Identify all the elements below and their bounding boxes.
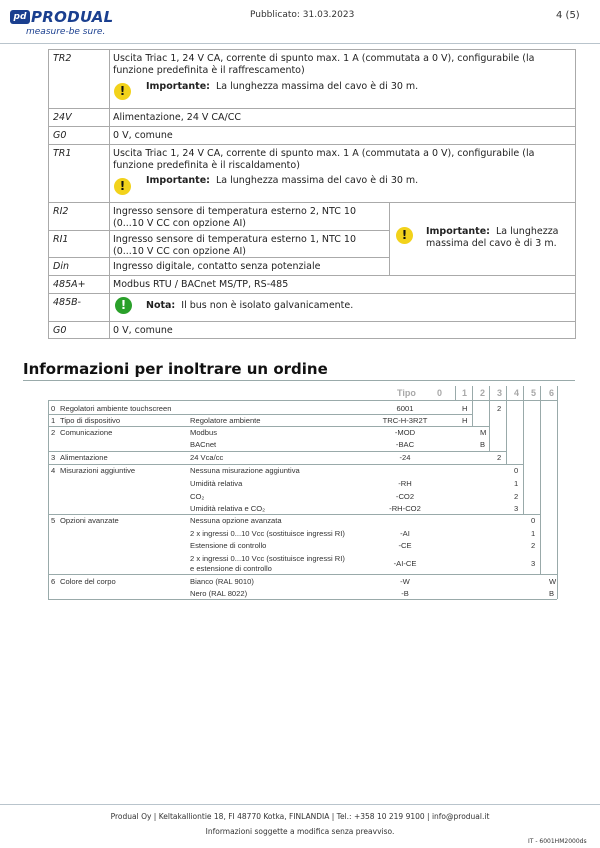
important-icon: ! bbox=[396, 227, 413, 244]
category-label: Opzioni avanzate bbox=[60, 516, 119, 525]
row-number: 5 bbox=[51, 516, 56, 525]
table-rule bbox=[48, 574, 557, 575]
table-rule bbox=[48, 451, 506, 452]
table-rule bbox=[48, 400, 49, 599]
category-label: Tipo di dispositivo bbox=[60, 416, 121, 425]
option-label: Regolatore ambiente bbox=[190, 416, 261, 425]
option-code: -RH bbox=[398, 479, 412, 488]
table-rule bbox=[506, 400, 507, 464]
code-value: M bbox=[480, 428, 487, 437]
row-number: 3 bbox=[51, 453, 56, 462]
column-header: 5 bbox=[531, 388, 537, 398]
option-code: -W bbox=[400, 577, 410, 586]
row-number: 6 bbox=[51, 577, 56, 586]
section-title: Informazioni per inoltrare un ordine bbox=[23, 360, 328, 378]
table-rule bbox=[540, 400, 541, 574]
tipo-header: Tipo bbox=[397, 388, 416, 398]
terminal-description: Modbus RTU / BACnet MS/TP, RS-485 bbox=[113, 279, 289, 290]
important-cell bbox=[389, 202, 575, 275]
terminal-code: G0 bbox=[53, 325, 67, 336]
option-label: CO₂ bbox=[190, 492, 205, 501]
code-value: 0 bbox=[514, 466, 519, 475]
column-header: 2 bbox=[480, 388, 486, 398]
important-text: La lunghezza massima del cavo è di 3 m. bbox=[426, 226, 559, 249]
option-label: 2 x ingressi 0...10 Vcc (sostituisce ingressi RI) bbox=[190, 529, 345, 538]
table-rule bbox=[48, 599, 557, 600]
important-text: La lunghezza massima del cavo è di 30 m. bbox=[216, 175, 419, 186]
note-icon: ! bbox=[115, 297, 132, 314]
slogan: measure-be sure. bbox=[26, 27, 106, 37]
table-rule bbox=[557, 400, 558, 599]
category-label: Comunicazione bbox=[60, 428, 113, 437]
table-row bbox=[49, 202, 389, 230]
table-rule bbox=[523, 400, 524, 514]
table-rule bbox=[455, 386, 456, 400]
table-row bbox=[49, 257, 389, 275]
code-value: B bbox=[549, 589, 555, 598]
terminal-description: 0 V, comune bbox=[113, 130, 173, 141]
table-row bbox=[49, 321, 575, 339]
code-value: 2 bbox=[497, 453, 502, 462]
code-value: 3 bbox=[531, 559, 536, 568]
table-rule bbox=[472, 386, 473, 400]
option-code: 6001 bbox=[396, 404, 414, 413]
option-code: -AI-CE bbox=[393, 559, 417, 568]
important-label: Importante: bbox=[146, 175, 210, 186]
important-label: Importante: bbox=[426, 226, 490, 237]
code-value: 3 bbox=[514, 504, 519, 513]
terminal-description: Uscita Triac 1, 24 V CA, corrente di spunto max. 1 A (commutata a 0 V), configurabile (la funzione predefinita è il raffrescamento) bbox=[113, 53, 535, 76]
code-value: H bbox=[462, 416, 468, 425]
code-value: W bbox=[549, 577, 557, 586]
important-icon: ! bbox=[114, 83, 131, 100]
terminal-code: G0 bbox=[53, 130, 67, 141]
table-rule bbox=[523, 386, 524, 400]
option-label: Nessuna opzione avanzata bbox=[190, 516, 282, 525]
column-header: 1 bbox=[462, 388, 468, 398]
footer-address: Produal Oy | Keltakalliontie 18, FI 48770 Kotka, FINLANDIA | Tel.: +358 10 219 9100 | info@produal.it bbox=[110, 812, 490, 821]
row-number: 2 bbox=[51, 428, 56, 437]
code-value: H bbox=[462, 404, 468, 413]
terminal-code: RI1 bbox=[53, 234, 69, 245]
option-label: Nero (RAL 8022) bbox=[190, 589, 248, 598]
column-header: 0 bbox=[437, 388, 443, 398]
code-value: 1 bbox=[531, 529, 536, 538]
option-label: Bianco (RAL 9010) bbox=[190, 577, 254, 586]
code-value: B bbox=[480, 440, 486, 449]
terminal-code: RI2 bbox=[53, 206, 69, 217]
table-row bbox=[49, 275, 575, 293]
section-divider bbox=[23, 380, 575, 381]
table-rule bbox=[48, 414, 472, 415]
row-number: 4 bbox=[51, 466, 56, 475]
note-text: Il bus non è isolato galvanicamente. bbox=[181, 300, 354, 311]
header-divider bbox=[0, 43, 600, 44]
page-number: 4 (5) bbox=[556, 10, 580, 21]
terminal-description: Uscita Triac 1, 24 V CA, corrente di spunto max. 1 A (commutata a 0 V), configurabile (la funzione predefinita è il riscaldamento) bbox=[113, 148, 535, 171]
terminal-description: 0 V, comune bbox=[113, 325, 173, 336]
row-number: 0 bbox=[51, 404, 56, 413]
code-value: 2 bbox=[531, 541, 536, 550]
table-rule bbox=[506, 386, 507, 400]
terminal-code: TR2 bbox=[53, 53, 72, 64]
table-row bbox=[49, 144, 575, 202]
column-header: 3 bbox=[497, 388, 503, 398]
important-text: La lunghezza massima del cavo è di 30 m. bbox=[216, 81, 419, 92]
option-code: -CO2 bbox=[395, 492, 415, 501]
category-label: Misurazioni aggiuntive bbox=[60, 466, 136, 475]
option-code: -B bbox=[401, 589, 409, 598]
row-number: 1 bbox=[51, 416, 56, 425]
table-rule bbox=[48, 400, 558, 401]
terminal-code: Din bbox=[53, 261, 69, 272]
option-label: e estensione di controllo bbox=[190, 564, 272, 573]
option-label: 24 Vca/cc bbox=[190, 453, 224, 462]
terminal-description: Ingresso sensore di temperatura esterno 1, NTC 10 (0...10 V CC con opzione AI) bbox=[113, 234, 357, 257]
option-label: 2 x ingressi 0...10 Vcc (sostituisce ingressi RI) bbox=[190, 554, 345, 563]
terminal-code: 485B- bbox=[53, 297, 81, 308]
option-code: -MOD bbox=[394, 428, 416, 437]
table-rule bbox=[489, 400, 490, 451]
table-row bbox=[49, 293, 575, 321]
category-label: Alimentazione bbox=[60, 453, 108, 462]
logo-mark: pd bbox=[10, 10, 30, 24]
table-rule bbox=[48, 514, 540, 515]
category-label: Regolatori ambiente touchscreen bbox=[60, 404, 172, 413]
table-row bbox=[49, 49, 575, 108]
important-label: Importante: bbox=[146, 81, 210, 92]
table-rule bbox=[540, 386, 541, 400]
terminal-description: Alimentazione, 24 V CA/CC bbox=[113, 112, 242, 123]
option-code: -RH-CO2 bbox=[389, 504, 421, 513]
code-value: 1 bbox=[514, 479, 519, 488]
option-label: Estensione di controllo bbox=[190, 541, 267, 550]
terminal-code: 24V bbox=[53, 112, 72, 123]
option-label: Modbus bbox=[190, 428, 218, 437]
option-code: -CE bbox=[398, 541, 412, 550]
table-row bbox=[49, 126, 575, 144]
option-code: -AI bbox=[400, 529, 410, 538]
column-header: 4 bbox=[514, 388, 520, 398]
table-rule bbox=[48, 464, 523, 465]
footer-notice: Informazioni soggette a modifica senza preavviso. bbox=[205, 827, 395, 836]
table-rule bbox=[48, 426, 489, 427]
important-icon: ! bbox=[114, 178, 131, 195]
option-code: TRC-H-3R2T bbox=[382, 416, 428, 425]
code-value: 2 bbox=[497, 404, 502, 413]
table-row bbox=[49, 230, 389, 257]
option-label: Umidità relativa e CO₂ bbox=[190, 504, 266, 513]
footer-divider bbox=[0, 804, 600, 805]
code-value: 0 bbox=[531, 516, 536, 525]
code-value: 2 bbox=[514, 492, 519, 501]
document-id: IT - 6001HM2000ds bbox=[528, 838, 587, 845]
terminal-description: Ingresso sensore di temperatura esterno 2, NTC 10 (0...10 V CC con opzione AI) bbox=[113, 206, 357, 229]
option-label: BACnet bbox=[190, 440, 217, 449]
terminal-table bbox=[48, 49, 576, 339]
option-code: -BAC bbox=[395, 440, 415, 449]
column-header: 6 bbox=[549, 388, 555, 398]
table-row bbox=[49, 108, 575, 126]
table-rule bbox=[472, 400, 473, 426]
note-label: Nota: bbox=[146, 300, 176, 311]
table-rule bbox=[489, 386, 490, 400]
terminal-description: Ingresso digitale, contatto senza potenziale bbox=[113, 261, 321, 272]
option-code: -24 bbox=[399, 453, 411, 462]
table-rule bbox=[557, 386, 558, 400]
option-label: Umidità relativa bbox=[190, 479, 243, 488]
terminal-code: TR1 bbox=[53, 148, 72, 159]
terminal-code: 485A+ bbox=[53, 279, 86, 290]
option-label: Nessuna misurazione aggiuntiva bbox=[190, 466, 300, 475]
category-label: Colore del corpo bbox=[60, 577, 116, 586]
logo: PRODUAL bbox=[31, 8, 114, 26]
publish-date: Pubblicato: 31.03.2023 bbox=[250, 10, 355, 20]
